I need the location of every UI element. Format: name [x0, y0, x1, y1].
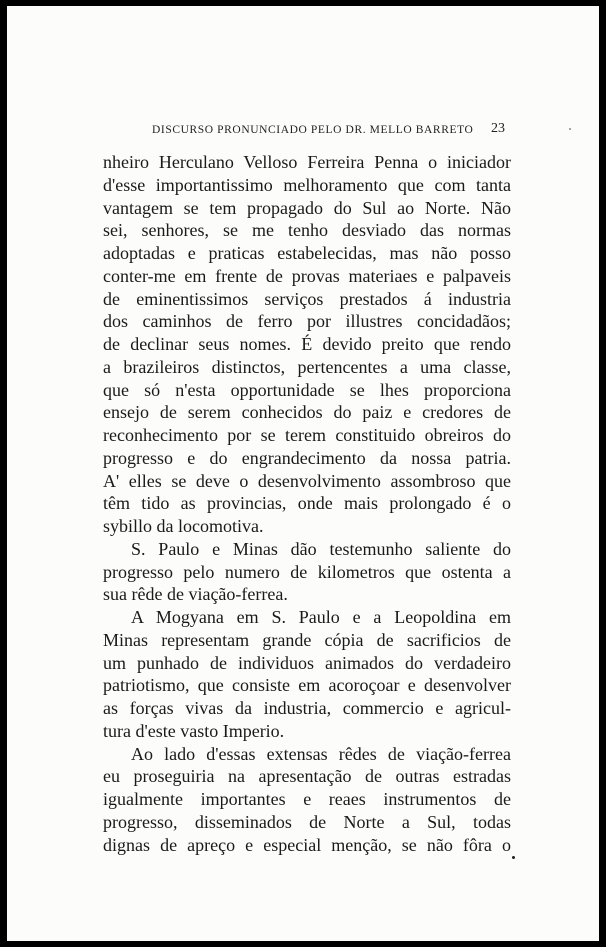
text-line: A' elles se deve o desenvolvimento assombroso que	[103, 470, 511, 491]
ink-speck	[512, 856, 515, 859]
text-line: a brazileiros distinctos, pertencentes a uma classe,	[103, 356, 511, 377]
text-line: Ao lado d'essas extensas rêdes de viação-ferrea	[131, 743, 511, 764]
text-line: têm tido as provincias, onde mais prolongado é o	[103, 493, 511, 514]
text-line: eu proseguiria na apresentação de outras estradas	[103, 766, 511, 787]
text-line: progresso, disseminados de Norte a Sul, todas	[103, 811, 511, 832]
text-line: que só n'esta opportunidade se lhes proporciona	[103, 379, 511, 400]
text-line: progresso e do engrandecimento da nossa patria.	[103, 447, 511, 468]
text-line: conter-me em frente de provas materiaes e palpaveis	[103, 265, 511, 286]
page-number: 23	[491, 121, 505, 136]
text-line: reconhecimento por se terem constituido obreiros do	[103, 425, 511, 445]
text-line: nheiro Herculano Velloso Ferreira Penna o iniciador	[103, 152, 511, 172]
text-line: de eminentissimos serviços prestados á industria	[103, 288, 511, 309]
text-line: dignas de apreço e especial menção, se não fôra o	[103, 834, 511, 855]
text-line: sua rêde de viação-ferrea.	[103, 584, 288, 605]
text-line: igualmente importantes e reaes instrumentos de	[103, 789, 511, 809]
text-line: vantagem se tem propagado do Sul ao Norte. Não	[103, 197, 511, 218]
text-line: d'esse importantissimo melhoramento que com tanta	[103, 174, 511, 195]
body-text	[103, 151, 511, 856]
text-line: dos caminhos de ferro por illustres concidadãos;	[103, 311, 511, 332]
text-line: sybillo da locomotiva.	[103, 516, 264, 536]
text-line: S. Paulo e Minas dão testemunho saliente do	[131, 538, 511, 559]
text-line: as forças vivas da industria, commercio e agricul-	[103, 698, 511, 718]
text-line: adoptadas e praticas estabelecidas, mas não posso	[103, 243, 511, 263]
text-line: A Mogyana em S. Paulo e a Leopoldina em	[131, 607, 511, 627]
running-head: DISCURSO PRONUNCIADO PELO DR. MELLO BARRETO	[152, 124, 474, 136]
text-line: Minas representam grande cópia de sacrificios de	[103, 629, 511, 650]
paper-speck	[569, 128, 571, 130]
text-line: um punhado de individuos animados do verdadeiro	[103, 652, 511, 673]
text-line: sei, senhores, se me tenho desviado das normas	[103, 220, 511, 241]
text-line: patriotismo, que consiste em acoroçoar e desenvolver	[103, 675, 511, 696]
book-page	[7, 6, 599, 941]
text-line: progresso pelo numero de kilometros que ostenta a	[103, 561, 511, 582]
text-line: tura d'este vasto Imperio.	[103, 720, 285, 741]
text-line: de declinar seus nomes. É devido preito que rendo	[103, 334, 511, 354]
text-line: ensejo de serem conhecidos do paiz e credores de	[103, 402, 511, 423]
